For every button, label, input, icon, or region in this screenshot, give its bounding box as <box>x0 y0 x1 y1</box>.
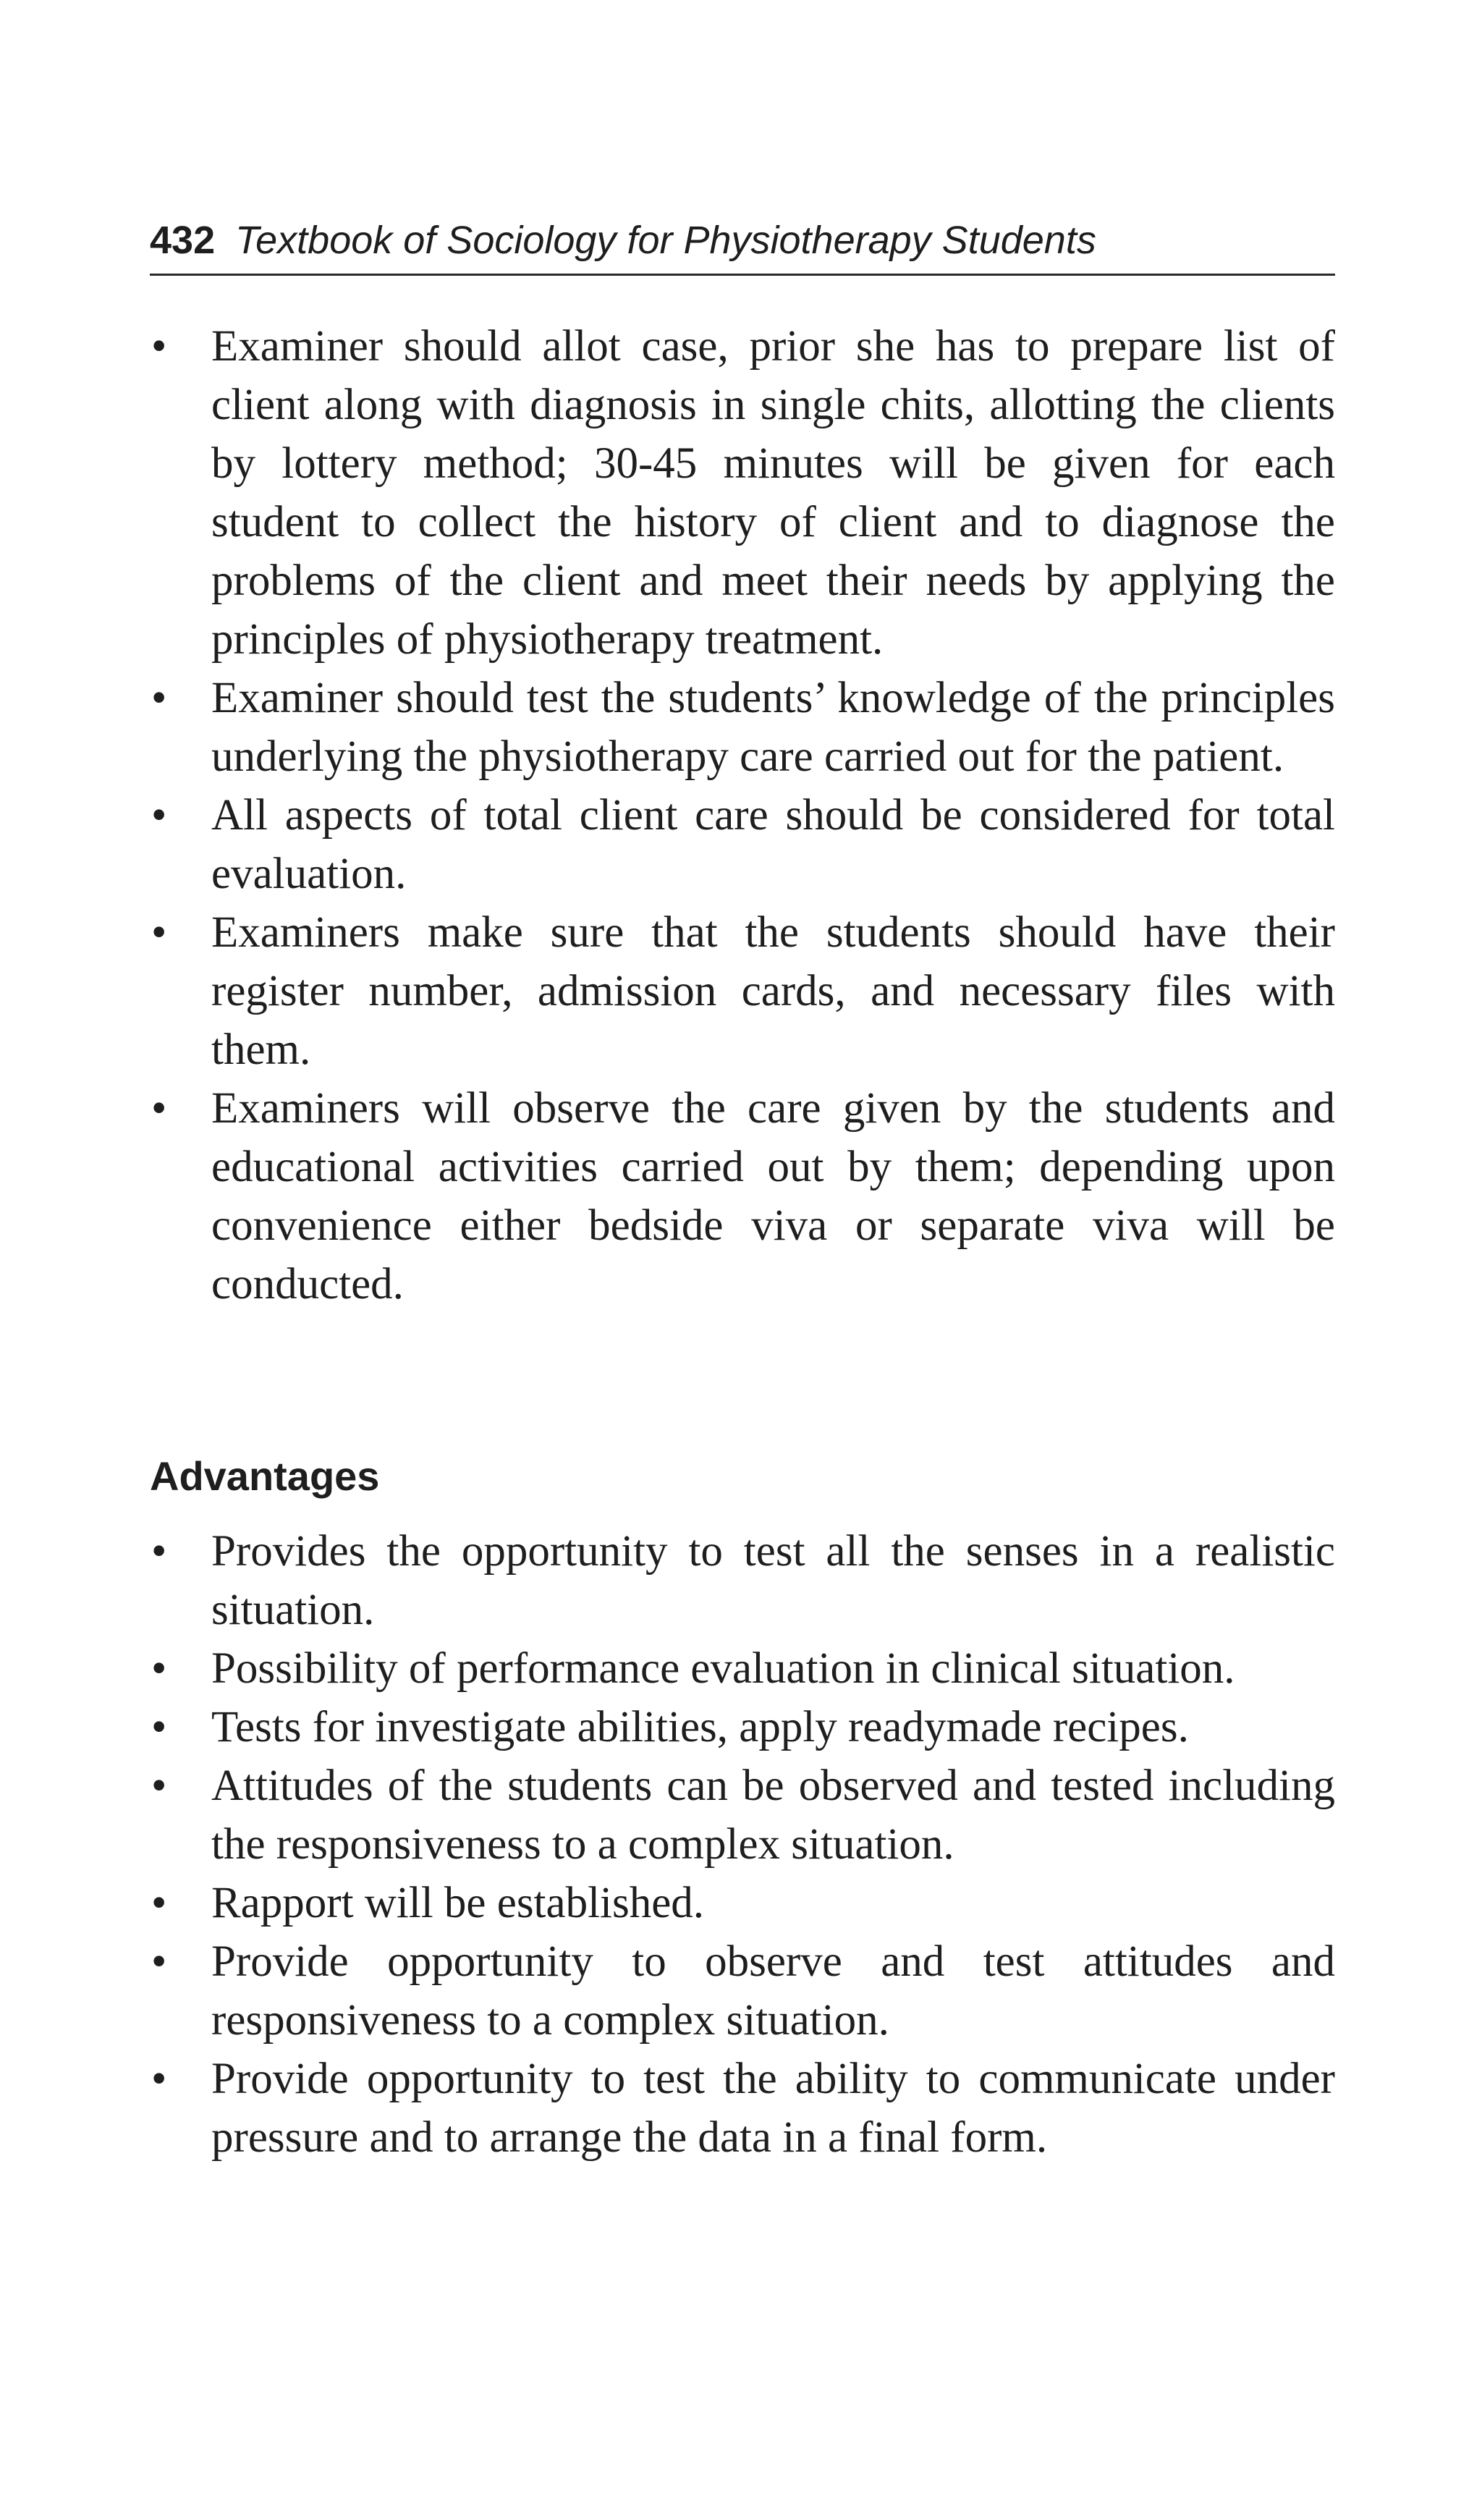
list-item: • All aspects of total client care should be considered for total evaluation. <box>150 786 1335 903</box>
list-item: • Provide opportunity to observe and test attitudes and responsiveness to a complex situation. <box>150 1932 1335 2050</box>
advantages-list <box>150 1522 1335 2167</box>
list-item: • Examiner should allot case, prior she has to prepare list of client along with diagnosis in single chits, allotting the clients by lottery method; 30-45 minutes will be given for each student to collect the history of client and to diagnose the problems of the client and meet their needs by applying the principles of physiotherapy treatment. <box>150 317 1335 669</box>
list-item: • Rapport will be established. <box>150 1874 1335 1932</box>
list-item: • Provides the opportunity to test all the senses in a realistic situation. <box>150 1522 1335 1639</box>
list-item: • Examiners make sure that the students should have their register number, admission cards, and necessary files with them. <box>150 903 1335 1079</box>
list-item: • Attitudes of the students can be observed and tested including the responsiveness to a complex situation. <box>150 1756 1335 1874</box>
list-item: • Possibility of performance evaluation in clinical situation. <box>150 1639 1335 1698</box>
list-item: • Provide opportunity to test the ability to communicate under pressure and to arrange the data in a final form. <box>150 2050 1335 2167</box>
list-item: • Examiners will observe the care given by the students and educational activities carried out by them; depending upon convenience either bedside viva or separate viva will be conducted. <box>150 1079 1335 1314</box>
list-item: • Tests for investigate abilities, apply readymade recipes. <box>150 1698 1335 1756</box>
list-item: • Examiner should test the students’ knowledge of the principles underlying the physiotherapy care carried out for the patient. <box>150 669 1335 786</box>
running-header <box>150 217 1335 276</box>
running-title: Textbook of Sociology for Physiotherapy Students <box>235 219 1096 262</box>
page-number: 432 <box>150 219 216 262</box>
section-heading-advantages: Advantages <box>150 1453 380 1499</box>
exam-points-list <box>150 317 1335 1314</box>
